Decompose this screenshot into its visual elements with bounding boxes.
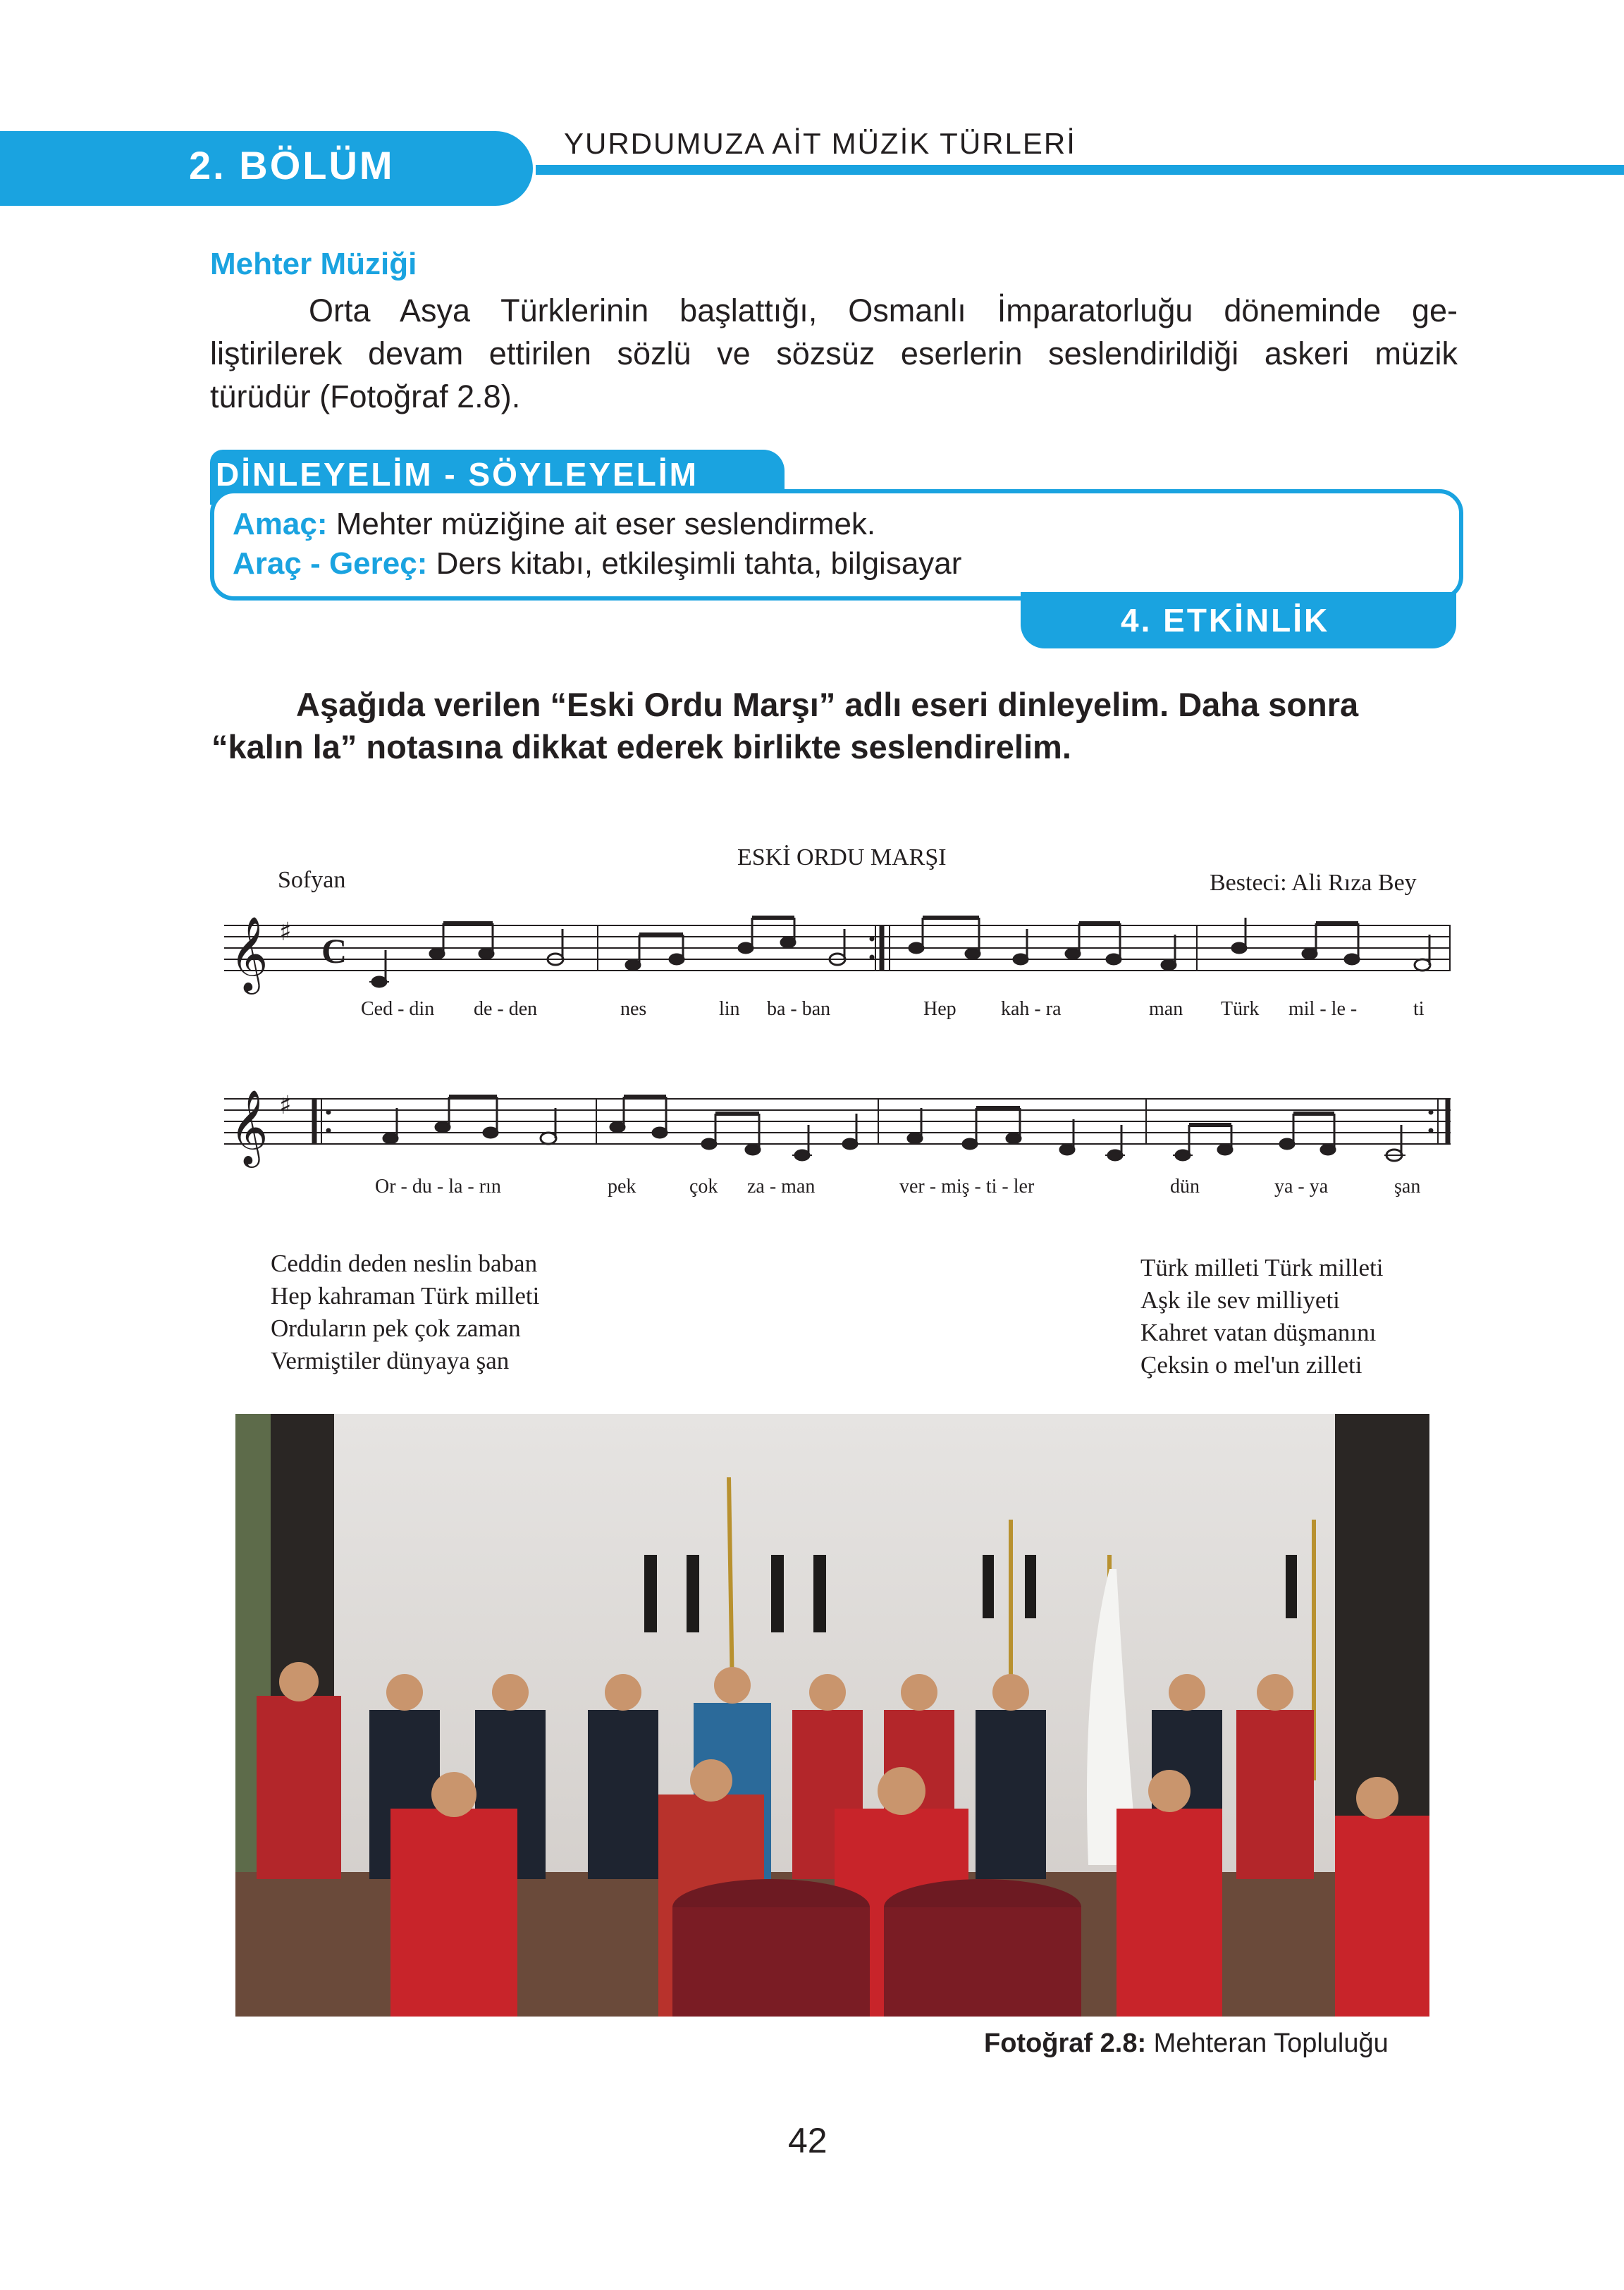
page-number: 42 bbox=[788, 2121, 828, 2160]
lyric: şan bbox=[1394, 1176, 1421, 1198]
lyric: dün bbox=[1170, 1176, 1200, 1198]
lyric: de - den bbox=[474, 998, 538, 1020]
paragraph-line-3: türüdür (Fotoğraf 2.8). bbox=[210, 378, 521, 414]
paragraph-line-1: Orta Asya Türklerinin başlattığı, Osmanlı İmparatorluğu döneminde ge- bbox=[309, 293, 1458, 328]
lyric: nes bbox=[620, 998, 647, 1020]
instruction-line-2: “kalın la” notasına dikkat ederek birlikte seslendirelim. bbox=[211, 728, 1071, 765]
lyric: Or - du - la - rın bbox=[375, 1176, 501, 1198]
activity-aim bbox=[233, 505, 875, 544]
score-composer: Besteci: Ali Rıza Bey bbox=[1210, 870, 1417, 896]
poem-line: Vermiştiler dünyaya şan bbox=[271, 1347, 510, 1374]
poem-right bbox=[1140, 1252, 1383, 1381]
lyric: Türk bbox=[1221, 998, 1260, 1020]
poem-line: Türk milleti Türk milleti bbox=[1140, 1254, 1384, 1281]
poem-line: Kahret vatan düşmanını bbox=[1140, 1319, 1377, 1346]
mehteran-photo bbox=[235, 1414, 1429, 2017]
tools-label: Araç - Gereç: bbox=[233, 546, 428, 581]
activity-tab-label: DİNLEYELİM - SÖYLEYELİM bbox=[216, 456, 699, 493]
paragraph-line-2: liştirilerek devam ettirilen sözlü ve sözsüz eserlerin seslendirildiği askeri müzik bbox=[210, 336, 1458, 371]
lyric: ti bbox=[1413, 998, 1425, 1020]
lyric: lin bbox=[719, 998, 740, 1020]
lyric: Ced - din bbox=[361, 998, 435, 1020]
lyric: çok bbox=[689, 1176, 718, 1198]
activity-tools bbox=[233, 544, 961, 584]
unit-title: YURDUMUZA AİT MÜZİK TÜRLERİ bbox=[564, 127, 1076, 160]
score-makam: Sofyan bbox=[278, 867, 346, 893]
poem-line: Hep kahraman Türk milleti bbox=[271, 1282, 540, 1310]
lyric: man bbox=[1149, 998, 1183, 1020]
activity-number: 4. ETKİNLİK bbox=[1121, 602, 1330, 639]
lyric: ver - miş - ti - ler bbox=[899, 1176, 1035, 1198]
poem-line: Orduların pek çok zaman bbox=[271, 1315, 521, 1342]
photo-caption bbox=[984, 2029, 1389, 2059]
notes-line-1 bbox=[369, 918, 1430, 987]
mehteran-photo-illustration bbox=[235, 1414, 1429, 2017]
chapter-label: 2. BÖLÜM bbox=[189, 143, 395, 187]
instruction-line-1: Aşağıda verilen “Eski Ordu Marşı” adlı eseri dinleyelim. Daha sonra bbox=[296, 686, 1359, 723]
sharp-icon: ♯ bbox=[279, 918, 292, 947]
lyric: za - man bbox=[747, 1176, 816, 1198]
header-rule bbox=[536, 165, 1624, 175]
poem-line: Ceddin deden neslin baban bbox=[271, 1250, 538, 1277]
caption-label: Fotoğraf 2.8: bbox=[984, 2029, 1147, 2058]
lyric: mil - le - bbox=[1288, 998, 1358, 1020]
lyric: ya - ya bbox=[1274, 1176, 1329, 1198]
poem-line: Aşk ile sev milliyeti bbox=[1140, 1286, 1340, 1314]
score-title: ESKİ ORDU MARŞI bbox=[737, 844, 947, 870]
lyric: kah - ra bbox=[1001, 998, 1062, 1020]
lyric: Hep bbox=[923, 998, 956, 1020]
staff-line-2 bbox=[224, 1081, 1451, 1173]
aim-text: Mehter müziğine ait eser seslendirmek. bbox=[327, 507, 876, 541]
poem-line: Çeksin o mel'un zilleti bbox=[1140, 1351, 1362, 1379]
lyric: pek bbox=[608, 1176, 636, 1198]
lyric: ba - ban bbox=[767, 998, 831, 1020]
poem-left bbox=[271, 1248, 539, 1377]
notes-line-2 bbox=[383, 1097, 1405, 1161]
common-time-icon: C bbox=[321, 931, 347, 971]
treble-clef-icon: 𝄞 bbox=[230, 1089, 269, 1164]
sharp-icon: ♯ bbox=[279, 1091, 292, 1120]
staff-line-1 bbox=[224, 908, 1451, 999]
caption-text: Mehteran Topluluğu bbox=[1146, 2029, 1389, 2058]
tools-text: Ders kitabı, etkileşimli tahta, bilgisayar bbox=[427, 546, 962, 581]
section-title: Mehter Müziği bbox=[210, 247, 417, 281]
treble-clef-icon: 𝄞 bbox=[230, 916, 269, 991]
aim-label: Amaç: bbox=[233, 507, 328, 541]
